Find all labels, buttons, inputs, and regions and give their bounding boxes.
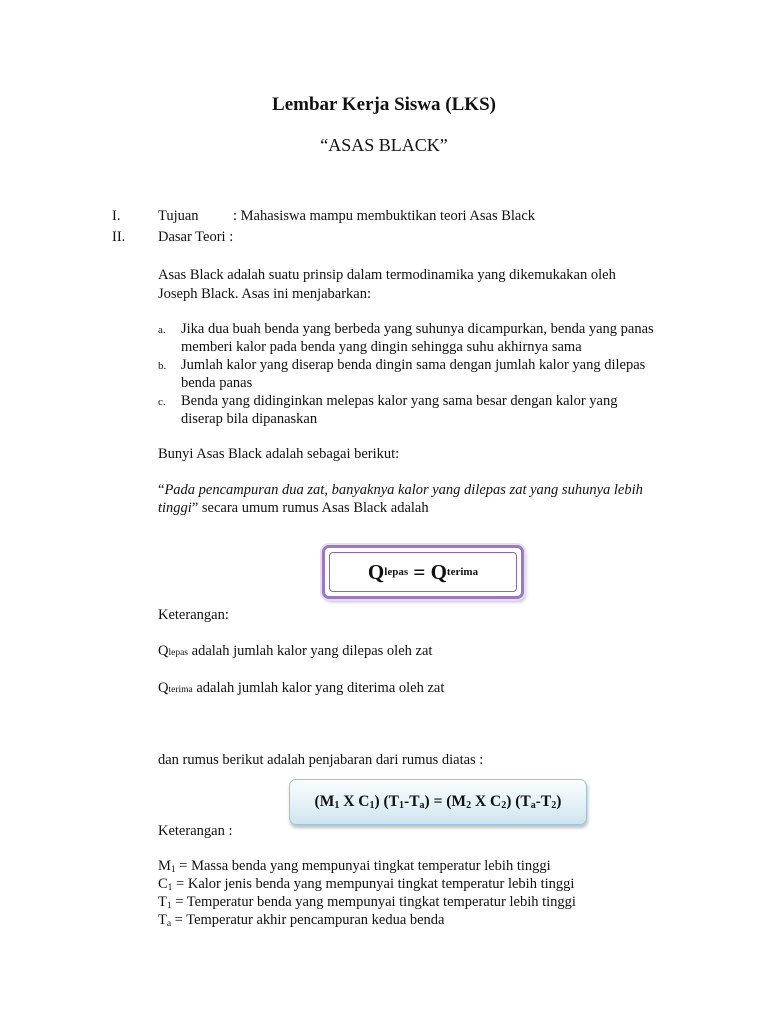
q-terima-desc: adalah jumlah kalor yang diterima oleh zat [192,680,445,696]
legend-ta: $T_a$ = Temperatur akhir pencampuran kedua benda [158,912,445,929]
q-symbol: Q [158,680,169,696]
section-number-1: I. [112,208,121,224]
theory-intro-line-1: Asas Black adalah suatu prinsip dalam termodinamika yang dikemukakan oleh [158,267,616,283]
section-label-dasar-teori: Dasar Teori : [158,229,234,245]
quote-close-mark: ” [191,500,199,516]
formula-box-q [322,545,524,599]
formula-black-equation: ($M_1$ X $C_1$) $(T_1-T_a) = (M_2$ X $C_2$) $(T_a-T_2)$ [314,793,562,811]
q-symbol: Q [158,643,169,659]
document-title: Lembar Kerja Siswa (LKS) [272,94,496,115]
section-label-tujuan: Tujuan [158,208,199,224]
q-lepas-sub: lepas [168,648,189,658]
point-letter-a: a. [158,324,166,336]
formula-q1: Q [367,559,385,584]
point-a-line-1: Jika dua buah benda yang berbeda yang suhunya dicampurkan, benda yang panas [181,321,654,337]
point-letter-b: b. [158,360,167,372]
formula-q2: Q [430,559,447,584]
bunyi-heading: Bunyi Asas Black adalah sebagai berikut: [158,446,400,462]
keterangan-heading-1: Keterangan: [158,607,229,623]
quote-line-2 [158,500,429,517]
keterangan-q-lepas [158,643,432,660]
keterangan-heading-2: Keterangan : [158,823,233,839]
formula-q-lepas-terima [329,552,517,592]
legend-t1: $T_1$ = Temperatur benda yang mempunyai tingkat temperatur lebih tinggi [158,894,576,911]
formula-equals: = [408,559,431,584]
derivation-text: dan rumus berikut adalah penjabaran dari rumus diatas : [158,752,484,768]
formula-box-black [289,779,587,825]
point-b-line-1: Jumlah kalor yang diserap benda dingin sama dengan jumlah kalor yang dilepas [181,357,646,373]
q-terima-sub: terima [168,685,193,695]
point-a-line-2: memberi kalor pada benda yang dingin sehingga suhu akhirnya sama [181,339,582,355]
point-b-line-2: benda panas [181,375,253,391]
legend-m1: $M_1$ = Massa benda yang mempunyai tingkat temperatur lebih tinggi [158,858,551,875]
q-lepas-desc: adalah jumlah kalor yang dilepas oleh zat [188,643,433,659]
quote-tail: secara umum rumus Asas Black adalah [198,500,429,516]
document-subtitle: “ASAS BLACK” [320,135,448,155]
keterangan-q-terima [158,680,444,697]
quote-italic-2: tinggi [158,500,192,516]
theory-intro-line-2: Joseph Black. Asas ini menjabarkan: [158,286,372,302]
quote-open-mark: “ [158,482,165,498]
formula-q-lepas-sub: lepas [384,566,409,578]
point-letter-c: c. [158,396,166,408]
section-value-tujuan: : Mahasiswa mampu membuktikan teori Asas Black [233,208,536,224]
quote-italic-1: Pada pencampuran dua zat, banyaknya kalor yang dilepas zat yang suhunya lebih [164,482,643,498]
point-c-line-1: Benda yang didinginkan melepas kalor yang sama besar dengan kalor yang [181,393,618,409]
formula-q-terima-sub: terima [446,566,479,578]
quote-line-1 [158,482,643,499]
legend-c1: $C_1$ = Kalor jenis benda yang mempunyai tingkat temperatur lebih tinggi [158,876,575,893]
section-number-2: II. [112,229,126,245]
point-c-line-2: diserap bila dipanaskan [181,411,318,427]
